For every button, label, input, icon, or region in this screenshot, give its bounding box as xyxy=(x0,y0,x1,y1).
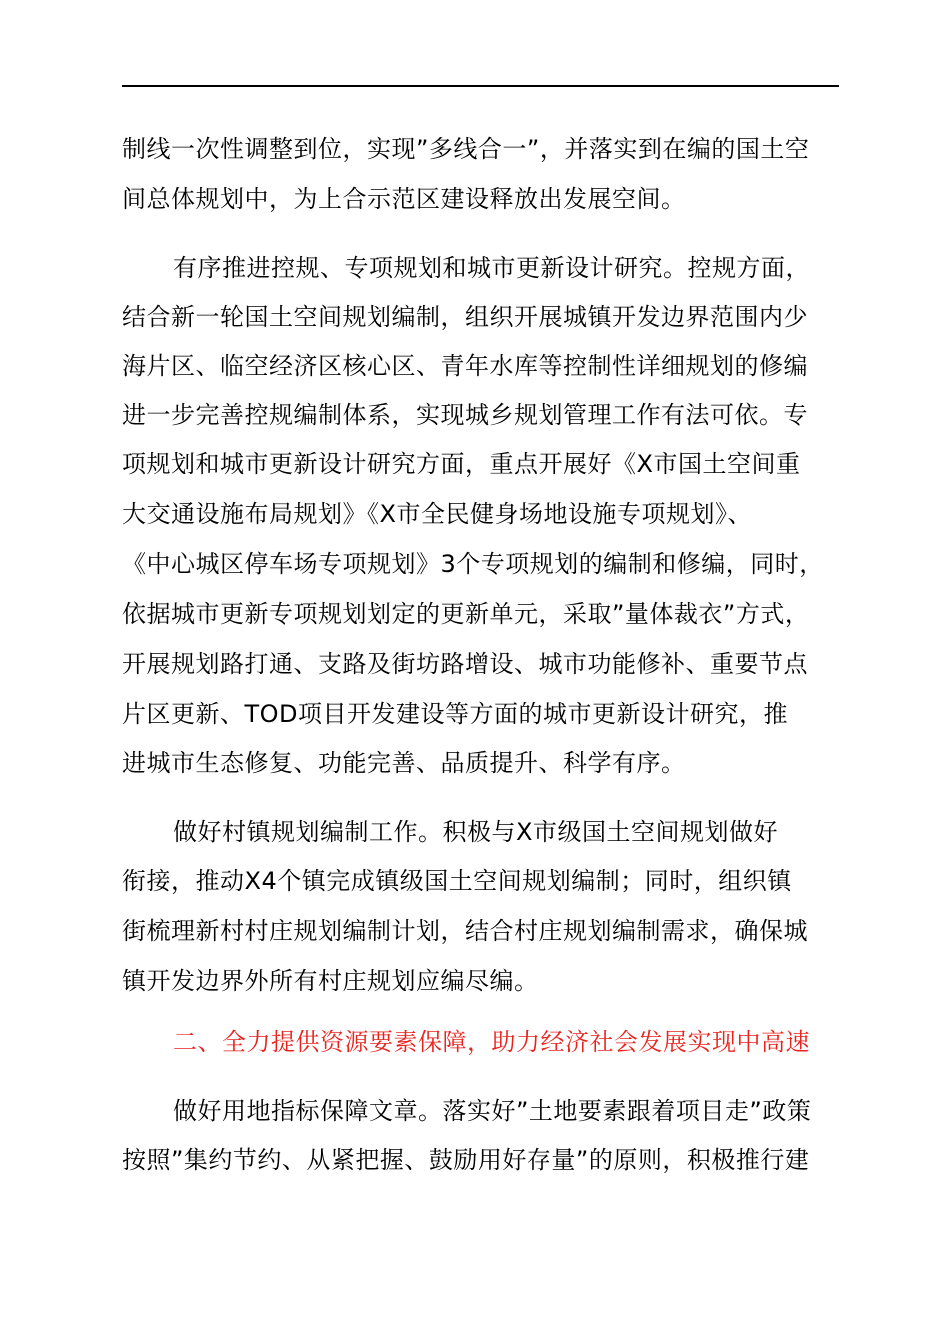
text-line: 按照”集约节约、从紧把握、鼓励用好存量”的原则，积极推行建 xyxy=(122,1146,810,1174)
text-line: 结合新一轮国土空间规划编制，组织开展城镇开发边界范围内少 xyxy=(122,303,808,331)
paragraph-start-line: 做好用地指标保障文章。落实好”土地要素跟着项目走”政策 xyxy=(173,1097,812,1125)
paragraph-start-line: 有序推进控规、专项规划和城市更新设计研究。控规方面， xyxy=(173,254,810,282)
text-line: 《中心城区停车场专项规划》3个专项规划的编制和修编，同时， xyxy=(122,550,824,578)
text-line: 镇开发边界外所有村庄规划应编尽编。 xyxy=(122,967,539,995)
text-line: 海片区、临空经济区核心区、青年水库等控制性详细规划的修编 xyxy=(122,352,808,380)
header-rule xyxy=(122,85,839,87)
text-line: 项规划和城市更新设计研究方面，重点开展好《X市国土空间重 xyxy=(122,450,801,478)
text-line: 间总体规划中，为上合示范区建设释放出发展空间。 xyxy=(122,185,686,213)
text-line: 制线一次性调整到位，实现”多线合一”，并落实到在编的国土空 xyxy=(122,135,810,163)
text-line: 大交通设施布局规划》《X市全民健身场地设施专项规划》、 xyxy=(122,500,752,528)
text-line: 依据城市更新专项规划划定的更新单元，采取”量体裁衣”方式， xyxy=(122,600,810,628)
text-line: 开展规划路打通、支路及街坊路增设、城市功能修补、重要节点 xyxy=(122,650,808,678)
paragraph-start-line: 做好村镇规划编制工作。积极与X市级国土空间规划做好 xyxy=(173,818,778,846)
text-line: 衔接，推动X4个镇完成镇级国土空间规划编制；同时，组织镇 xyxy=(122,867,792,895)
text-line: 进城市生态修复、功能完善、品质提升、科学有序。 xyxy=(122,749,686,777)
text-line: 片区更新、TOD项目开发建设等方面的城市更新设计研究，推 xyxy=(122,700,789,728)
text-line: 街梳理新村村庄规划编制计划，结合村庄规划编制需求，确保城 xyxy=(122,917,808,945)
section-heading: 二、全力提供资源要素保障，助力经济社会发展实现中高速 xyxy=(173,1028,810,1056)
text-line: 进一步完善控规编制体系，实现城乡规划管理工作有法可依。专 xyxy=(122,401,808,429)
